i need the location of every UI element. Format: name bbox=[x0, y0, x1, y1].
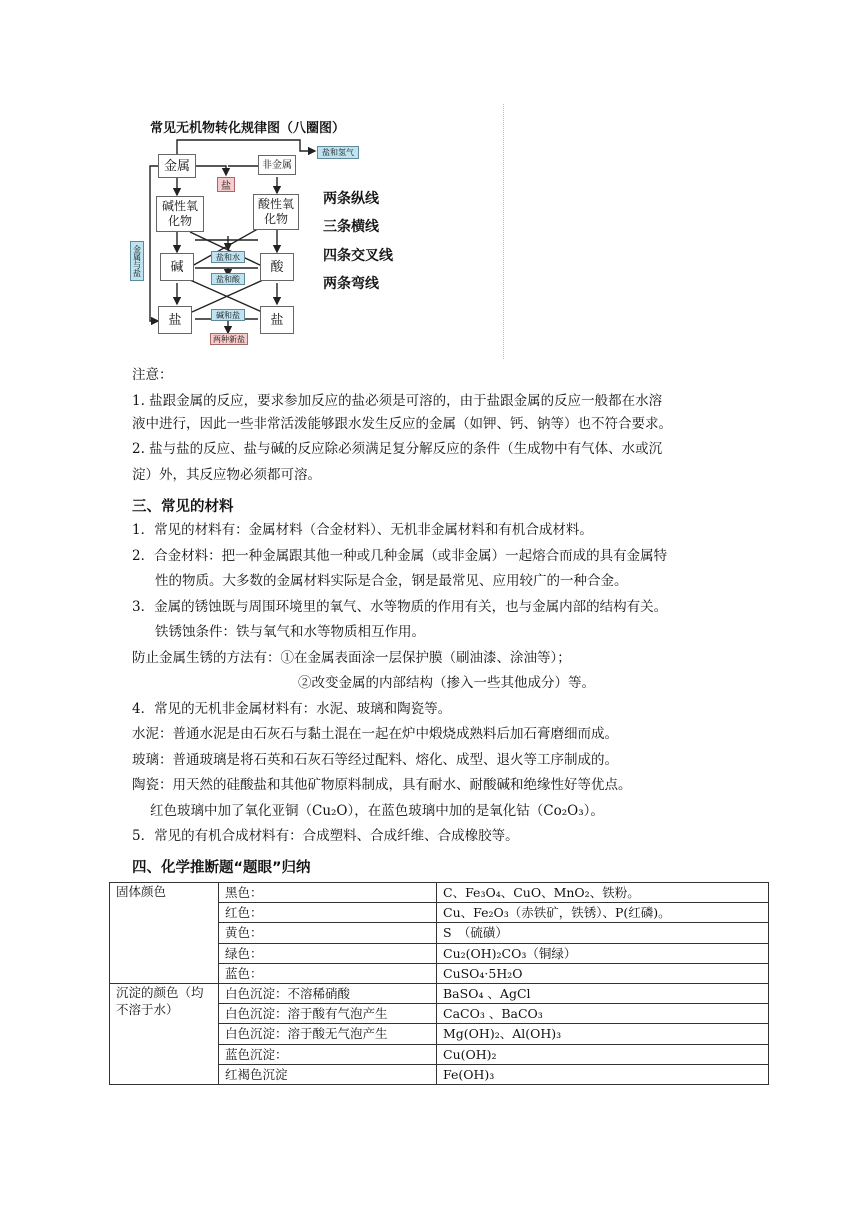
row-label: 白色沉淀：不溶稀硝酸 bbox=[219, 983, 437, 1003]
s3-line3c: 防止金属生锈的方法有：①在金属表面涂一层保护膜（刷油漆、涂油等）； bbox=[132, 650, 571, 666]
acid-box: 酸 bbox=[260, 253, 294, 281]
row-label: 绿色： bbox=[219, 943, 437, 963]
section4-heading: 四、化学推断题“题眼”归纳 bbox=[132, 860, 311, 876]
s3-glass: 玻璃：普通玻璃是将石英和石灰石等经过配料、熔化、成型、退火等工序制成的。 bbox=[132, 752, 618, 768]
row-value: Fe(OH)₃ bbox=[437, 1064, 769, 1084]
note-2b: 淀）外，其反应物必须都可溶。 bbox=[132, 467, 321, 483]
inference-table bbox=[109, 882, 769, 1085]
s3-line3d: ②改变金属的内部结构（掺入一些其他成分）等。 bbox=[298, 675, 595, 691]
row-label: 黑色： bbox=[219, 883, 437, 903]
salt-left-box: 盐 bbox=[158, 306, 192, 334]
diagram-title: 常见无机物转化规律图（八圈图） bbox=[150, 121, 346, 136]
side-note-2: 三条横线 bbox=[323, 219, 379, 235]
row-label: 黄色： bbox=[219, 923, 437, 943]
note-1b: 液中进行，因此一些非常活泼能够跟水发生反应的金属（如钾、钙、钠等）也不符合要求。 bbox=[132, 416, 672, 432]
row-label: 红褐色沉淀 bbox=[219, 1064, 437, 1084]
s3-line2a: 2．合金材料：把一种金属跟其他一种或几种金属（或非金属）一起熔合而成的具有金属特 bbox=[132, 548, 668, 564]
table-row bbox=[110, 883, 769, 903]
row-label: 白色沉淀：溶于酸无气泡产生 bbox=[219, 1024, 437, 1044]
salt-and-water-tag: 盐和水 bbox=[211, 251, 245, 263]
salt-top-tag: 盐 bbox=[217, 177, 235, 192]
row-label: 蓝色沉淀： bbox=[219, 1044, 437, 1064]
row-value: CaCO₃ 、BaCO₃ bbox=[437, 1004, 769, 1024]
row-value: BaSO₄ 、AgCl bbox=[437, 983, 769, 1003]
notes-heading: 注意： bbox=[132, 367, 173, 383]
s3-colored-glass: 红色玻璃中加了氧化亚铜（Cu₂O），在蓝色玻璃中加的是氧化钴（Co₂O₃）。 bbox=[150, 803, 604, 819]
s3-line3b: 铁锈蚀条件：铁与氧气和水等物质相互作用。 bbox=[155, 624, 425, 640]
row-label: 蓝色： bbox=[219, 963, 437, 983]
note-2a: 2. 盐与盐的反应、盐与碱的反应除必须满足复分解反应的条件（生成物中有气体、水或沉 bbox=[132, 441, 663, 457]
table-row bbox=[110, 983, 769, 1003]
row-value: C、Fe₃O₄、CuO、MnO₂、铁粉。 bbox=[437, 883, 769, 903]
s3-line4: 4．常见的无机非金属材料有：水泥、玻璃和陶瓷等。 bbox=[132, 701, 452, 717]
row-value: S （硫磺） bbox=[437, 923, 769, 943]
group-precipitate-color: 沉淀的颜色（均不溶于水） bbox=[110, 983, 219, 1084]
metal-box: 金属 bbox=[158, 154, 196, 178]
row-value: Mg(OH)₂、Al(OH)₃ bbox=[437, 1024, 769, 1044]
two-new-salts-tag: 两种新盐 bbox=[210, 333, 248, 345]
salt-right-box: 盐 bbox=[260, 306, 294, 334]
basic-oxide-box: 碱性氧化物 bbox=[156, 196, 204, 232]
side-note-1: 两条纵线 bbox=[323, 191, 379, 207]
row-value: CuSO₄·5H₂O bbox=[437, 963, 769, 983]
salt-and-hydrogen-tag: 盐和氢气 bbox=[317, 146, 359, 159]
row-value: Cu、Fe₂O₃（赤铁矿，铁锈）、P(红磷)。 bbox=[437, 903, 769, 923]
note-1a: 1. 盐跟金属的反应，要求参加反应的盐必须是可溶的，由于盐跟金属的反应一般都在水溶 bbox=[132, 393, 663, 409]
metal-and-salt-tag: 金属与盐 bbox=[130, 241, 144, 281]
base-box: 碱 bbox=[160, 253, 194, 281]
side-note-3: 四条交叉线 bbox=[323, 248, 393, 264]
group-solid-color: 固体颜色 bbox=[110, 883, 219, 984]
s3-line5: 5．常见的有机合成材料有：合成塑料、合成纤维、合成橡胶等。 bbox=[132, 828, 519, 844]
nonmetal-box: 非金属 bbox=[258, 155, 296, 175]
row-label: 红色： bbox=[219, 903, 437, 923]
row-value: Cu(OH)₂ bbox=[437, 1044, 769, 1064]
s3-ceramic: 陶瓷：用天然的硅酸盐和其他矿物原料制成，具有耐水、耐酸碱和绝缘性好等优点。 bbox=[132, 777, 632, 793]
s3-line2b: 性的物质。大多数的金属材料实际是合金，钢是最常见、应用较广的一种合金。 bbox=[155, 573, 628, 589]
salt-and-acid-tag: 盐和酸 bbox=[211, 273, 245, 285]
base-and-salt-tag: 碱和盐 bbox=[211, 309, 245, 321]
acidic-oxide-box: 酸性氧化物 bbox=[253, 194, 299, 230]
section3-heading: 三、常见的材料 bbox=[132, 499, 234, 515]
side-note-4: 两条弯线 bbox=[323, 276, 379, 292]
s3-cement: 水泥：普通水泥是由石灰石与黏土混在一起在炉中煅烧成熟料后加石膏磨细而成。 bbox=[132, 726, 618, 742]
row-value: Cu₂(OH)₂CO₃（铜绿） bbox=[437, 943, 769, 963]
s3-line3a: 3．金属的锈蚀既与周围环境里的氧气、水等物质的作用有关，也与金属内部的结构有关。 bbox=[132, 599, 668, 615]
row-label: 白色沉淀：溶于酸有气泡产生 bbox=[219, 1004, 437, 1024]
s3-line1: 1．常见的材料有：金属材料（合金材料）、无机非金属材料和有机合成材料。 bbox=[132, 522, 593, 538]
